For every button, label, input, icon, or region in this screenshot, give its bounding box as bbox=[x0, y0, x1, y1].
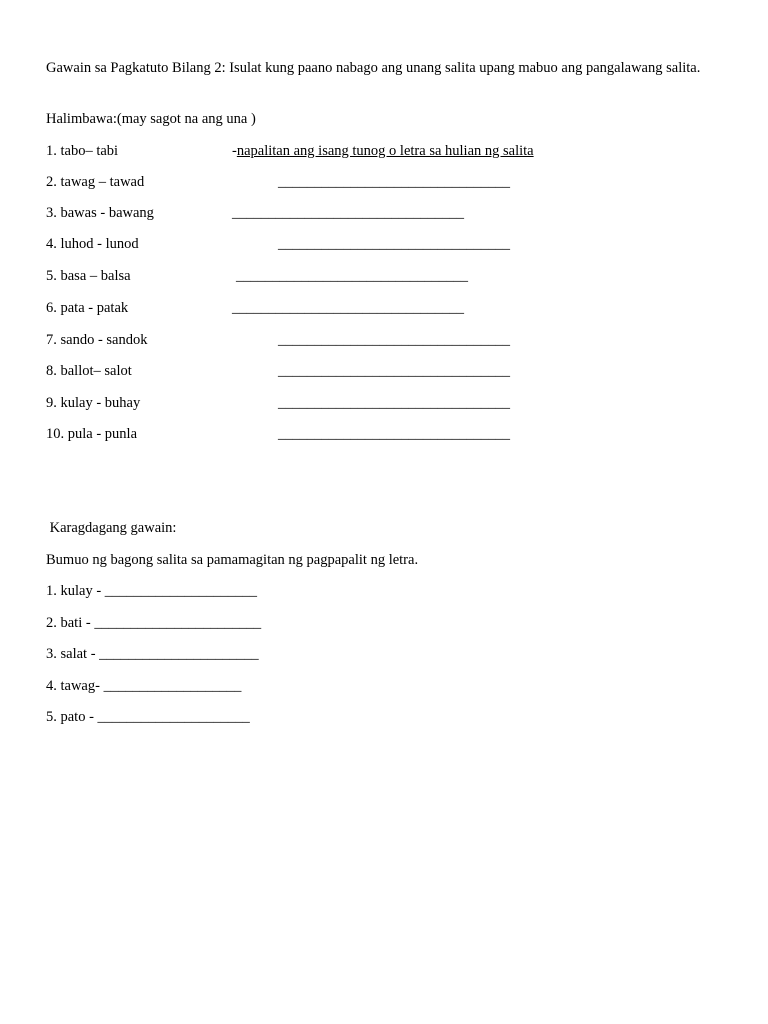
item-2-answer-blank[interactable]: ________________________________ bbox=[278, 174, 510, 190]
item-8-prompt: 8. ballot– salot bbox=[46, 363, 132, 379]
item-7-prompt: 7. sando - sandok bbox=[46, 332, 148, 348]
item-4-prompt: 4. luhod - lunod bbox=[46, 236, 139, 252]
item-8-answer-blank[interactable]: ________________________________ bbox=[278, 363, 510, 379]
item-3-answer-blank[interactable]: ________________________________ bbox=[232, 205, 464, 221]
item-4-answer-blank[interactable]: ________________________________ bbox=[278, 236, 510, 252]
extra-activity-instruction: Bumuo ng bagong salita sa pamamagitan ng pagpapalit ng letra. bbox=[46, 552, 419, 568]
extra-item-5[interactable]: 5. pato - _____________________ bbox=[46, 709, 250, 725]
item-1-answer-prefix: - bbox=[232, 143, 237, 159]
item-1-prompt: 1. tabo– tabi bbox=[46, 143, 119, 159]
item-10-answer-blank[interactable]: ________________________________ bbox=[278, 426, 510, 442]
extra-item-4[interactable]: 4. tawag- ___________________ bbox=[46, 678, 242, 694]
item-6-prompt: 6. pata - patak bbox=[46, 300, 129, 316]
extra-item-2[interactable]: 2. bati - _______________________ bbox=[46, 615, 262, 631]
item-2-prompt: 2. tawag – tawad bbox=[46, 174, 145, 190]
item-10-prompt: 10. pula - punla bbox=[46, 426, 138, 442]
item-9-prompt: 9. kulay - buhay bbox=[46, 395, 141, 411]
item-5-answer-blank[interactable]: ________________________________ bbox=[236, 268, 468, 284]
activity-instruction: Gawain sa Pagkatuto Bilang 2: Isulat kung paano nabago ang unang salita upang mabuo ang pangalawang salita. bbox=[46, 60, 701, 76]
extra-activity-heading: Karagdagang gawain: bbox=[46, 520, 177, 536]
item-1-answer-text: napalitan ang isang tunog o letra sa hulian ng salita bbox=[236, 143, 534, 159]
item-9-answer-blank[interactable]: ________________________________ bbox=[278, 395, 510, 411]
item-1-answer bbox=[232, 143, 534, 160]
extra-item-3[interactable]: 3. salat - ______________________ bbox=[46, 646, 259, 662]
item-6-answer-blank[interactable]: ________________________________ bbox=[232, 300, 464, 316]
example-label: Halimbawa:(may sagot na ang una ) bbox=[46, 111, 256, 127]
extra-item-1[interactable]: 1. kulay - _____________________ bbox=[46, 583, 258, 599]
item-7-answer-blank[interactable]: ________________________________ bbox=[278, 332, 510, 348]
item-3-prompt: 3. bawas - bawang bbox=[46, 205, 154, 221]
item-5-prompt: 5. basa – balsa bbox=[46, 268, 131, 284]
